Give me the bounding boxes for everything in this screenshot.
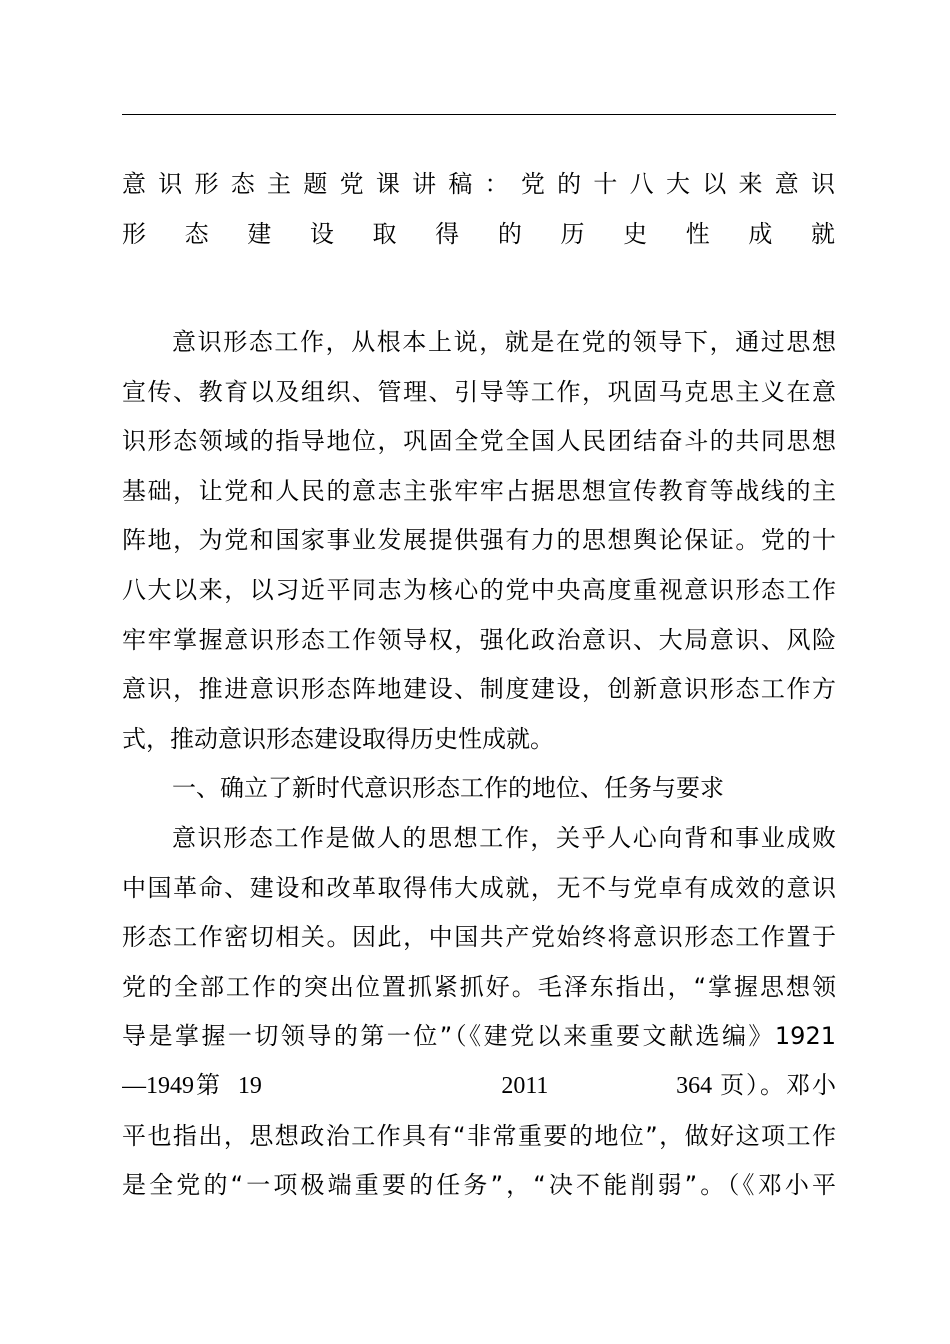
paragraph-1-line: 式，推动意识形态建设取得历史性成就。 bbox=[122, 724, 554, 753]
title-line-2: 形态建设取得的历史性成就 bbox=[122, 219, 836, 248]
paragraph-1-line: 基础，让党和人民的意志主张牢牢占据思想宣传教育等战线的主 bbox=[122, 476, 836, 505]
section-heading: 一、确立了新时代意识形态工作的地位、任务与要求 bbox=[172, 774, 724, 803]
paragraph-2-line: 中国革命、建设和改革取得伟大成就，无不与党卓有成效的意识 bbox=[122, 873, 836, 902]
paragraph-1-line: 牢牢掌握意识形态工作领导权，强化政治意识、大局意识、风险 bbox=[122, 625, 836, 654]
paragraph-1-line: 意识形态工作，从根本上说，就是在党的领导下，通过思想 bbox=[172, 328, 836, 356]
paragraph-1-line: 识形态领域的指导地位，巩固全党全国人民团结奋斗的共同思想 bbox=[122, 427, 836, 456]
paragraph-2-line: 党的全部工作的突出位置抓紧抓好。毛泽东指出，“掌握思想领 bbox=[122, 972, 836, 1001]
paragraph-2-line: 平也指出，思想政治工作具有“非常重要的地位”，做好这项工作 bbox=[122, 1121, 836, 1150]
header-rule bbox=[122, 114, 836, 115]
paragraph-2-line: —1949第 19 2011 364 页）。邓小 bbox=[122, 1072, 836, 1099]
paragraph-1-line: 宣传、教育以及组织、管理、引导等工作，巩固马克思主义在意 bbox=[122, 377, 836, 406]
paragraph-2-line: 导是掌握一切领导的第一位”（《建党以来重要文献选编》1921 bbox=[122, 1022, 836, 1051]
paragraph-2-line: 形态工作密切相关。因此，中国共产党始终将意识形态工作置于 bbox=[122, 923, 836, 952]
paragraph-2-line: 意识形态工作是做人的思想工作，关乎人心向背和事业成败 bbox=[172, 823, 836, 852]
document-body bbox=[122, 318, 836, 1211]
paragraph-1-line: 意识，推进意识形态阵地建设、制度建设，创新意识形态工作方 bbox=[122, 675, 836, 704]
paragraph-1 bbox=[122, 318, 836, 764]
paragraph-1-line: 八大以来，以习近平同志为核心的党中央高度重视意识形态工作 bbox=[122, 575, 836, 604]
paragraph-2-line: 是全党的“一项极端重要的任务”，“决不能削弱”。（《邓小平 bbox=[122, 1171, 836, 1200]
paragraph-2 bbox=[122, 814, 836, 1211]
paragraph-1-line: 阵地，为党和国家事业发展提供强有力的思想舆论保证。党的十 bbox=[122, 526, 836, 555]
title-line-1: 意识形态主题党课讲稿：党的十八大以来意识 bbox=[122, 170, 836, 198]
document-title bbox=[122, 160, 836, 259]
